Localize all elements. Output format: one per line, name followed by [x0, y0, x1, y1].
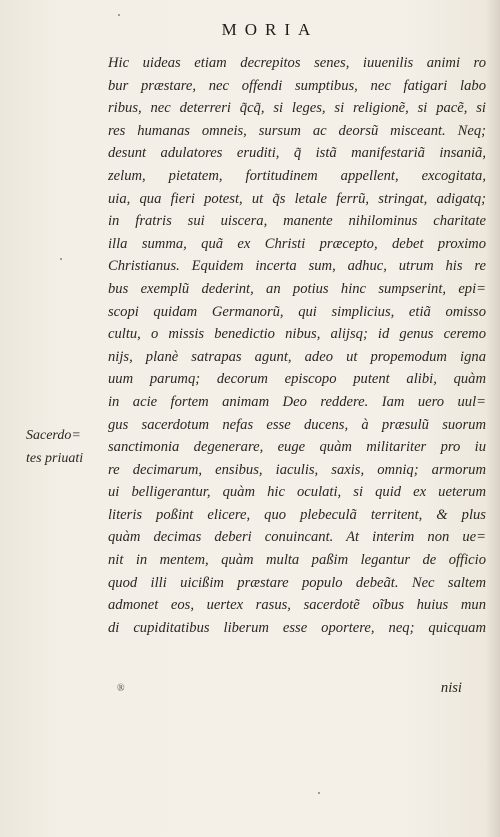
- text-line: gus sacerdotum nefas esse ducens, à præsulũ suorum: [108, 416, 486, 433]
- text-line: desunt adulatores eruditi, q̃ istã manifestariã insaniã,: [108, 145, 486, 162]
- text-line: in acie fortem animam Deo reddere. Iam uero uul=: [108, 393, 486, 410]
- page-header: [0, 20, 500, 40]
- text-line: admonet eos, uertex rasus, sacerdotẽ oĩbus huius mun: [108, 597, 486, 614]
- page-gutter-shadow: [486, 0, 500, 837]
- paper-speck: [60, 258, 62, 260]
- text-line: scopi quidam Germanorũ, qui simplicius, etiã omisso: [108, 303, 486, 320]
- text-line: uia, qua fieri potest, ut q̃s letale ferrũ, stringat, adigatq;: [108, 190, 486, 207]
- text-line: quod illi uicißim præstare populo debeãt. Nec saltem: [108, 574, 486, 591]
- marginal-note-line: tes priuati: [26, 450, 84, 466]
- text-line: di cupiditatibus liberum esse oportere, neq; quicquam: [108, 619, 486, 636]
- paper-speck: [318, 792, 320, 794]
- marginal-note-line: Sacerdo=: [26, 428, 81, 443]
- text-line: cultu, o missis benedictio nibus, alijsq; id genus ceremo: [108, 326, 486, 343]
- body-text: [108, 52, 486, 639]
- text-line: sanctimonia degenerare, euge quàm militariter pro iu: [108, 439, 486, 456]
- text-line: uum parumq; decorum episcopo putent alibi, quàm: [108, 371, 486, 388]
- text-line: bur præstare, nec offendi sumptibus, nec fatigari labo: [108, 77, 486, 94]
- text-line: illa summa, quã ex Christi præcepto, debet proximo: [108, 235, 486, 252]
- text-line: nijs, planè satrapas agunt, adeo ut propemodum igna: [108, 348, 486, 365]
- signature-mark: ®: [117, 683, 125, 694]
- text-line: ui belligerantur, quàm hic oculati, si quid ex ueterum: [108, 484, 486, 501]
- marginal-note: [26, 425, 102, 470]
- text-line: zelum, pietatem, fortitudinem appellent, excogitata,: [108, 167, 486, 184]
- text-line: in fratris sui uiscera, manente nihilominus charitate: [108, 213, 486, 230]
- paper-speck: [118, 14, 120, 16]
- running-head: MORIA: [221, 20, 319, 39]
- catchword: nisi: [440, 680, 462, 696]
- text-line: nit in mentem, quàm multa paßim legantur de officio: [108, 552, 486, 569]
- text-line: res humanas omneis, sursum ac deorsũ misceant. Neq;: [108, 122, 486, 139]
- text-line: re decimarum, ensibus, iaculis, saxis, omniq; armorum: [108, 461, 486, 478]
- text-line: literis poßint elicere, quo plebeculã territent, & plus: [108, 506, 486, 523]
- text-line: ribus, nec deterreri q̃cq̃, si leges, si religionẽ, si pacẽ, si: [108, 100, 486, 117]
- text-line: Hic uideas etiam decrepitos senes, iuuenilis animi ro: [108, 55, 486, 71]
- text-line: Christianus. Equidem incerta sum, adhuc, utrum his re: [108, 258, 486, 275]
- text-line: bus exemplũ dederint, an potius hinc sumpserint, epi=: [108, 280, 486, 297]
- text-line: quàm decimas deberi conuincant. At interim non ue=: [108, 529, 486, 546]
